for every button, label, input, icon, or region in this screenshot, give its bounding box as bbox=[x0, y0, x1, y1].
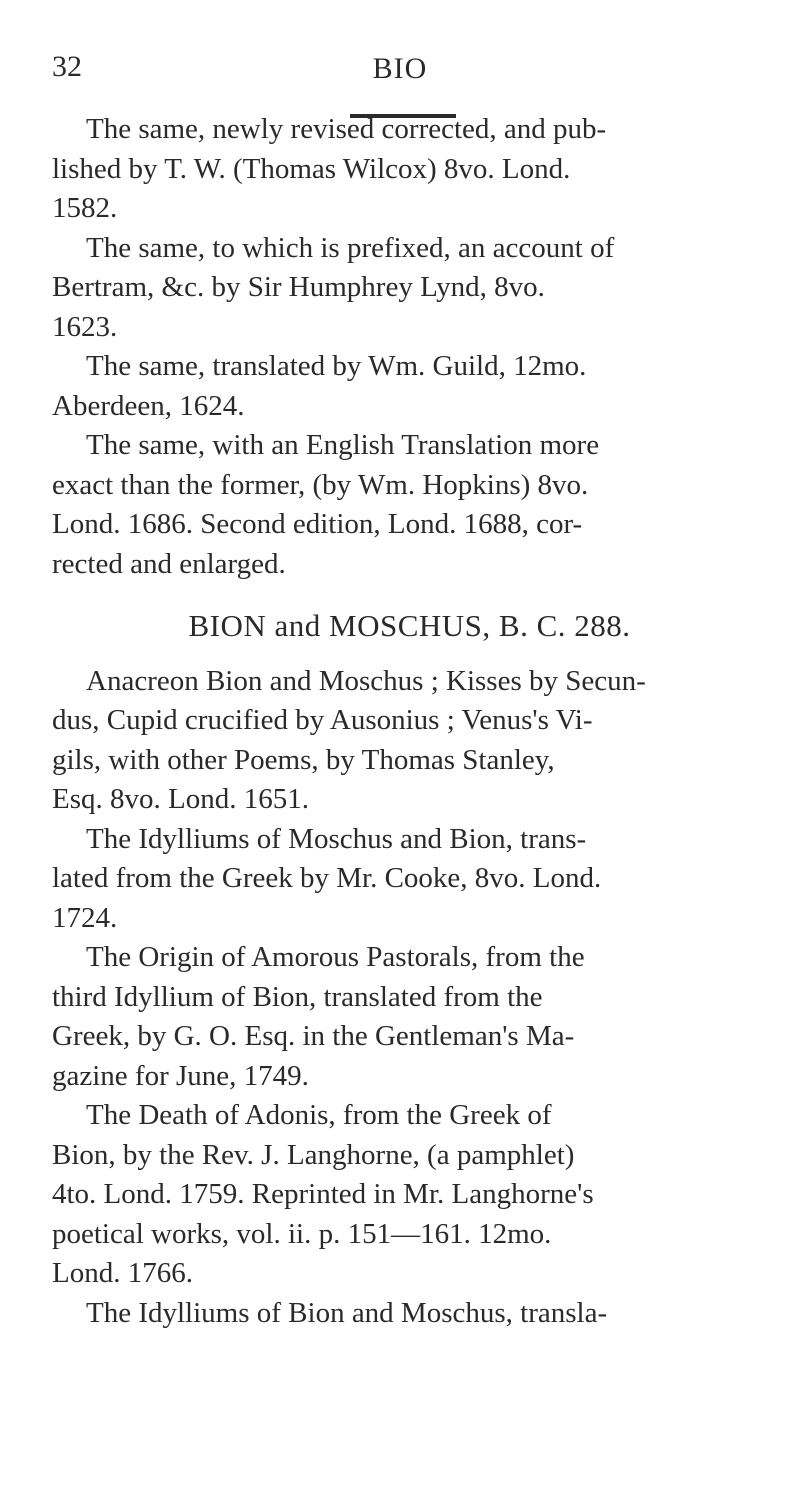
text-line: third Idyllium of Bion, translated from the bbox=[52, 980, 543, 1013]
text-line: Lond. 1686. Second edition, Lond. 1688, cor- bbox=[52, 508, 583, 540]
text-line: rected and enlarged. bbox=[52, 547, 286, 580]
bibliography-text bbox=[52, 110, 767, 1333]
text-line: lated from the Greek by Mr. Cooke, 8vo. Lond. bbox=[52, 862, 602, 894]
text-line: dus, Cupid crucified by Ausonius ; Venus's Vi- bbox=[52, 704, 593, 736]
text-line: poetical works, vol. ii. p. 151—161. 12mo. bbox=[52, 1217, 552, 1250]
text-line: Aberdeen, 1624. bbox=[52, 389, 245, 422]
entry-origin-pastorals bbox=[52, 938, 767, 1096]
section-heading: BION and MOSCHUS, B. C. 288. bbox=[188, 608, 631, 643]
entry-wilcox bbox=[52, 110, 767, 229]
text-line: 1623. bbox=[52, 310, 118, 343]
text-line: Bertram, &c. by Sir Humphrey Lynd, 8vo. bbox=[52, 271, 545, 303]
text-line: Esq. 8vo. Lond. 1651. bbox=[52, 783, 309, 815]
text-line: The same, with an English Translation more bbox=[86, 429, 600, 461]
entry-langhorne bbox=[52, 1096, 767, 1294]
text-line: Lond. 1766. bbox=[52, 1257, 193, 1289]
text-line: Greek, by G. O. Esq. in the Gentleman's Ma- bbox=[52, 1020, 575, 1052]
text-line: exact than the former, (by Wm. Hopkins) 8vo. bbox=[52, 468, 589, 501]
text-line: The Idylliums of Bion and Moschus, transla- bbox=[86, 1296, 608, 1329]
text-line: Anacreon Bion and Moschus ; Kisses by Secun- bbox=[86, 664, 646, 697]
text-line: The Origin of Amorous Pastorals, from the bbox=[86, 941, 585, 973]
text-line: The Idylliums of Moschus and Bion, trans- bbox=[86, 822, 587, 855]
text-line: The same, to which is prefixed, an account of bbox=[86, 231, 615, 264]
entry-lynd bbox=[52, 229, 767, 348]
entry-idylliums bbox=[52, 1294, 767, 1334]
text-line: 1582. bbox=[52, 192, 118, 224]
text-line: Bion, by the Rev. J. Langhorne, (a pamphlet) bbox=[52, 1138, 575, 1171]
text-line: The same, translated by Wm. Guild, 12mo. bbox=[86, 350, 587, 382]
text-line: 4to. Lond. 1759. Reprinted in Mr. Langhorne's bbox=[52, 1178, 594, 1210]
text-line: The same, newly revised corrected, and pub- bbox=[86, 113, 607, 145]
text-line: gazine for June, 1749. bbox=[52, 1059, 309, 1092]
entry-stanley bbox=[52, 662, 767, 820]
entry-cooke bbox=[52, 820, 767, 939]
entry-hopkins bbox=[52, 426, 767, 584]
page-number: 32 bbox=[52, 50, 82, 83]
text-line: gils, with other Poems, by Thomas Stanley, bbox=[52, 743, 555, 776]
text-line: 1724. bbox=[52, 901, 118, 934]
text-line: The Death of Adonis, from the Greek of bbox=[86, 1099, 552, 1131]
running-title: BIO bbox=[372, 52, 428, 85]
text-line: lished by T. W. (Thomas Wilcox) 8vo. Lond. bbox=[52, 152, 571, 185]
entry-guild bbox=[52, 347, 767, 426]
